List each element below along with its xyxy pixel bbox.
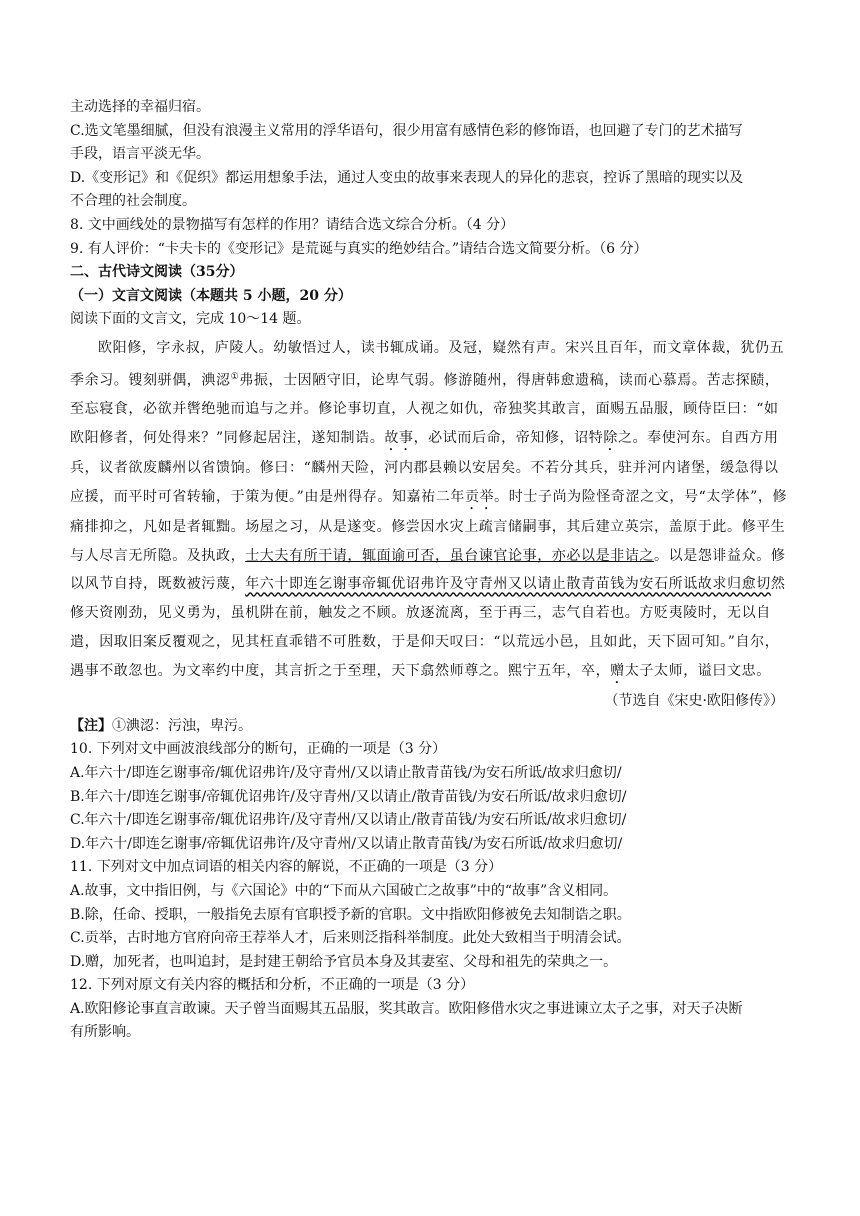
question-10-option-c: C.年六十/即连乞谢事帝/辄优诏弗许/及守青州/又以请止/散青苗钱/为安石所诋/故求归愈切/ [70,812,627,829]
dotted-word-gongju: 贡举 [464,488,495,505]
option-d-line2: 不合理的社会制度。 [70,193,196,210]
passage-text: 之。奉使河东。自西方用兵，议者欲废麟州以省馈饷。修曰：“麟州天险，河内郡县赖以安居矣。不若分其兵，驻并河内诸堡，缓急得以应援，而平时可省转输，于策为便。”由是州得存。知嘉祐二年 [70,429,779,505]
question-11-option-b: B.除，任命、授职，一般指免去原有官职授予新的官职。文中指欧阳修被免去知制诰之职。 [70,906,631,923]
dotted-word-chu: 除 [603,429,618,446]
passage-text: 太子太师，谥曰文忠。 [624,662,771,679]
question-8: 8. 文中画线处的景物描写有怎样的作用？请结合选文综合分析。（4 分） [70,216,515,233]
instruction: 阅读下面的文言文，完成 10～14 题。 [70,311,311,328]
question-9: 9. 有人评价：“卡夫卡的《变形记》是荒诞与真实的绝妙结合。”请结合选文简要分析。（6 分） [70,240,648,257]
question-12-option-a-line2: 有所影响。 [70,1024,140,1041]
classical-passage [70,334,790,687]
passage-source: （节选自《宋史·欧阳修传》） [604,692,784,709]
section-title: 二、古代诗文阅读（35分） [70,264,244,281]
option-d-line1: D.《变形记》和《促织》都运用想象手法，通过人变虫的故事来表现人的异化的悲哀，控诉了黑暗的现实以及 [70,169,744,186]
passage-text: 。以是怨诽益众。修以风节自持，既数被污蔑， [70,547,786,593]
footnote [70,715,790,739]
wavy-underlined-sentence: 年六十即连乞谢事帝辄优诏弗许及守青州又以请止散青苗钱为安石所诋故求归愈切 [245,576,771,593]
question-11-option-a: A.故事，文中指旧例，与《六国论》中的“下而从六国破亡之故事”中的“故事”含义相同。 [70,882,618,899]
subsection-title: （一）文言文阅读（本题共 5 小题，20 分） [70,287,352,304]
exam-page [70,96,790,1045]
question-12-stem: 12. 下列对原文有关内容的概括和分析，不正确的一项是（3 分） [70,977,475,994]
question-11-option-d: D.赠，加死者，也叫追封，是封建王朝给予官员本身及其妻室、父母和祖先的荣典之一。 [70,953,618,970]
underlined-sentence: 士大夫有所干请，辄面谕可否，虽台谏官论事，亦必以是非诘之 [245,547,655,564]
question-12-option-a-line1: A.欧阳修论事直言敢谏。天子曾当面赐其五品服，奖其敢言。欧阳修借水灾之事进谏立太子之事，对天子决断 [70,1000,743,1017]
dotted-word-gushi: 故事 [384,429,414,446]
passage-text: 然修天资刚劲，见义勇为，虽机阱在前，触发之不顾。放逐流离，至于再三，志气自若也。方贬夷陵时，无以自遣，因取旧案反覆观之，见其枉直乖错不可胜数，于是仰天叹曰：“以荒远小邑，且如此，天下固可知。”自尔，遇事不敢忽也。为文率约中度，其言折之于至理，天下翕然师尊之。熙宁五年，卒， [70,576,786,679]
passage-text: ，必试而后命，帝知修，诏特 [413,429,604,446]
question-11-option-c: C.贡举，古时地方官府向帝王荐举人才，后来则泛指科举制度。此处大致相当于明清会试。 [70,930,631,947]
option-c-line2: 手段，语言平淡无华。 [70,146,210,163]
question-10-stem: 10. 下列对文中画波浪线部分的断句，正确的一项是（3 分） [70,741,447,758]
option-c-line1: C.选文笔墨细腻，但没有浪漫主义常用的浮华语句，很少用富有感情色彩的修饰语，也回避了专门的艺术描写 [70,122,743,139]
question-11-stem: 11. 下列对文中加点词语的相关内容的解说，不正确的一项是（3 分） [70,859,503,876]
question-10-option-d: D.年六十/即连乞谢事/帝辄优诏弗许/及守青州/又以请止散青苗钱/为安石所诋/故求归愈切/ [70,835,623,852]
prev-answer-tail: 主动选择的幸福归宿。 [70,99,210,115]
question-10-option-a: A.年六十/即连乞谢事帝/辄优诏弗许/及守青州/又以请止散青苗钱/为安石所诋/故求归愈切/ [70,764,622,781]
dotted-word-zeng: 赠 [610,662,625,679]
passage-text: 弗振，士因陋守旧，论卑气弱。修游随州，得唐韩愈遗稿，读而心慕焉。苦志探赜，至忘寝食，必欲并辔绝驰而追与之并。修论事切直，人视之如仇，帝独奖其敢言，面赐五品服，顾侍臣曰：“如欧阳修者，何处得来？”同修起居注，遂知制诰。 [70,372,780,446]
passage-text: 欧阳修，字永叔，庐陵人。幼敏悟过人，读书辄成诵。及冠，嶷然有声。宋兴且百年，而文章体裁，犹仍五季余习。锼刻骈偶，淟涊 [70,339,785,389]
passage-text: 。时士子尚为险怪奇涩之文，号“太学体”，修痛排抑之，凡如是者辄黜。场屋之习，从是遂变。修尝因水灾上疏言储嗣事，其后建立英宗，盖原于此。修平生与人尽言无所隐。及执政， [70,488,788,564]
note-label: 【注】 [70,717,112,734]
footnote-mark: ① [230,371,240,382]
question-10-option-b: B.年六十/即连乞谢事/帝辄优诏弗许/及守青州/又以请止/散青苗钱/为安石所诋/故求归愈切/ [70,788,627,805]
note-text: ①淟涊：污浊，卑污。 [112,717,252,734]
